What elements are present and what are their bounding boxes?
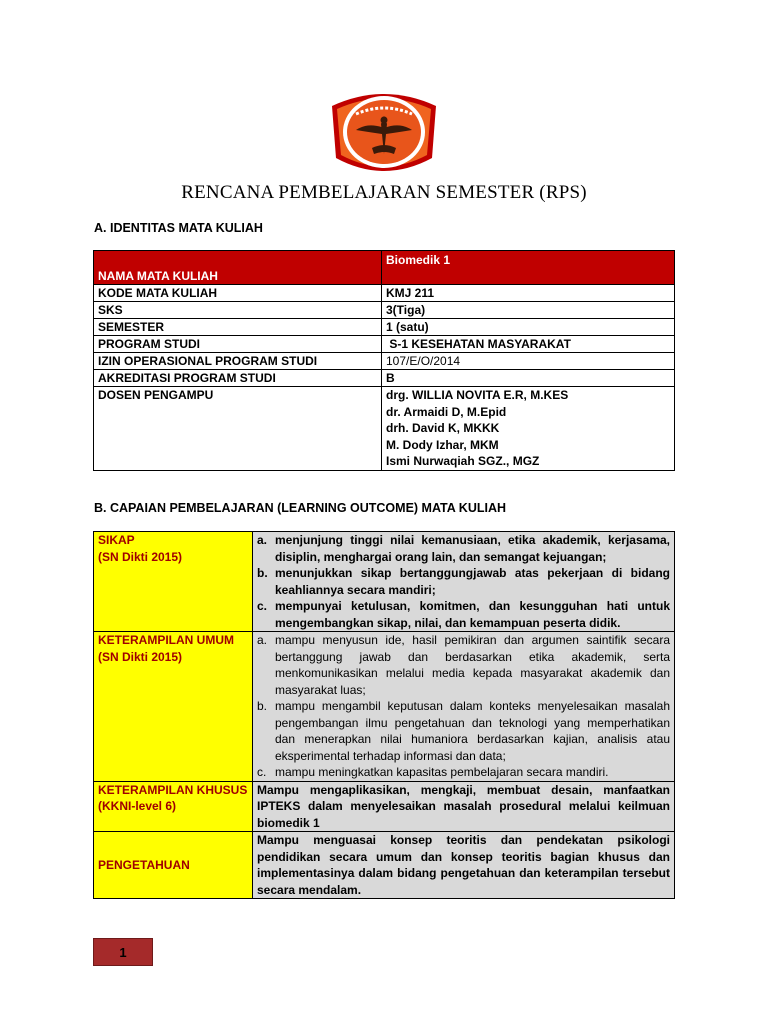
course-identity-table bbox=[93, 250, 675, 471]
list-item: b. menunjukkan sikap bertanggungjawab atas pekerjaan di bidang keahliannya secara mandiri; bbox=[257, 566, 670, 597]
table-row bbox=[94, 285, 675, 302]
section-a-heading: A. IDENTITAS MATA KULIAH bbox=[94, 221, 263, 235]
identity-value: Biomedik 1 bbox=[382, 251, 675, 285]
outcome-label: SIKAP bbox=[98, 533, 135, 547]
list-item: c. mempunyai ketulusan, komitmen, dan kesungguhan hati untuk mengembangkan sikap, nilai, dan kemampuan peserta didik. bbox=[257, 599, 670, 630]
outcome-sublabel: (SN Dikti 2015) bbox=[98, 649, 183, 664]
lecturer-name: M. Dody Izhar, MKM bbox=[386, 437, 499, 452]
table-row bbox=[94, 336, 675, 353]
outcome-text-keterampilan-khusus: Mampu mengaplikasikan, mengkaji, membuat desain, manfaatkan IPTEKS dalam menyelesaikan masalah prosedural melalui keilmuan biomedik 1 bbox=[253, 781, 675, 832]
outcome-items-sikap bbox=[253, 532, 675, 632]
lecturer-list bbox=[382, 387, 675, 471]
learning-outcome-table bbox=[93, 531, 675, 899]
outcome-label-keterampilan-khusus bbox=[94, 781, 253, 832]
list-item: b. mampu mengambil keputusan dalam konteks menyelesaikan masalah pengembangan ilmu pengetahuan dan teknologi yang memperhatikan dan menerapkan nilai humaniora berdasarkan kajian, analisis atau eksperimental terhadap informasi dan data; bbox=[257, 699, 670, 763]
lecturer-name: drg. WILLIA NOVITA E.R, M.KES bbox=[386, 388, 569, 402]
outcome-sublabel: (SN Dikti 2015) bbox=[98, 549, 183, 564]
page-number-badge: 1 bbox=[93, 938, 153, 966]
table-row bbox=[94, 251, 675, 285]
table-row bbox=[94, 832, 675, 899]
table-row bbox=[94, 532, 675, 632]
list-item: a. mampu menyusun ide, hasil pemikiran dan argumen saintifik secara bertanggung jawab dan berdasarkan etika akademik, serta menkomunikasikan melalui media kepada masyarakat akademik dan masyarakat luas; bbox=[257, 633, 670, 697]
outcome-sublabel: (KKNI-level 6) bbox=[98, 799, 177, 813]
table-row bbox=[94, 302, 675, 319]
section-b-heading: B. CAPAIAN PEMBELAJARAN (LEARNING OUTCOME) MATA KULIAH bbox=[94, 501, 507, 515]
identity-label: SEMESTER bbox=[94, 319, 382, 336]
identity-label: IZIN OPERASIONAL PROGRAM STUDI bbox=[94, 353, 382, 370]
outcome-label: KETERAMPILAN UMUM bbox=[98, 633, 234, 647]
identity-value: 107/E/O/2014 bbox=[382, 353, 675, 370]
outcome-label: KETERAMPILAN KHUSUS bbox=[98, 782, 248, 797]
identity-label: KODE MATA KULIAH bbox=[94, 285, 382, 302]
table-row bbox=[94, 353, 675, 370]
outcome-label-pengetahuan: PENGETAHUAN bbox=[94, 832, 253, 899]
lecturer-name: Ismi Nurwaqiah SGZ., MGZ bbox=[386, 454, 540, 468]
outcome-label-keterampilan-umum bbox=[94, 632, 253, 782]
identity-value: S-1 KESEHATAN MASYARAKAT bbox=[382, 336, 675, 353]
document-title: RENCANA PEMBELAJARAN SEMESTER (RPS) bbox=[181, 182, 587, 203]
lecturer-name: dr. Armaidi D, M.Epid bbox=[386, 404, 507, 419]
table-row bbox=[94, 370, 675, 387]
outcome-text-pengetahuan: Mampu menguasai konsep teoritis dan pendekatan psikologi pendidikan secara umum dan konsep teoritis bagian khusus dan implementasinya dalam bidang pengetahuan dan keterampilan tersebut secara mendalam. bbox=[253, 832, 675, 899]
university-emblem-icon bbox=[324, 84, 444, 182]
identity-label: PROGRAM STUDI bbox=[94, 336, 382, 353]
identity-label: SKS bbox=[94, 302, 382, 319]
table-row bbox=[94, 632, 675, 782]
identity-label: NAMA MATA KULIAH bbox=[94, 251, 382, 285]
identity-value: 1 (satu) bbox=[382, 319, 675, 336]
identity-label: DOSEN PENGAMPU bbox=[94, 387, 382, 471]
identity-value: 3(Tiga) bbox=[382, 302, 675, 319]
list-item: a. menjunjung tinggi nilai kemanusiaan, etika akademik, kerjasama, disiplin, menghargai orang lain, dan semangat kejuangan; bbox=[257, 533, 670, 564]
table-row bbox=[94, 781, 675, 832]
table-row bbox=[94, 319, 675, 336]
list-item: c. mampu meningkatkan kapasitas pembelajaran secara mandiri. bbox=[257, 765, 609, 779]
identity-value: B bbox=[382, 370, 675, 387]
identity-value: KMJ 211 bbox=[382, 285, 675, 302]
identity-label: AKREDITASI PROGRAM STUDI bbox=[94, 370, 382, 387]
outcome-label-sikap bbox=[94, 532, 253, 632]
lecturer-name: drh. David K, MKKK bbox=[386, 421, 500, 435]
outcome-items-keterampilan-umum bbox=[253, 632, 675, 782]
table-row bbox=[94, 387, 675, 471]
